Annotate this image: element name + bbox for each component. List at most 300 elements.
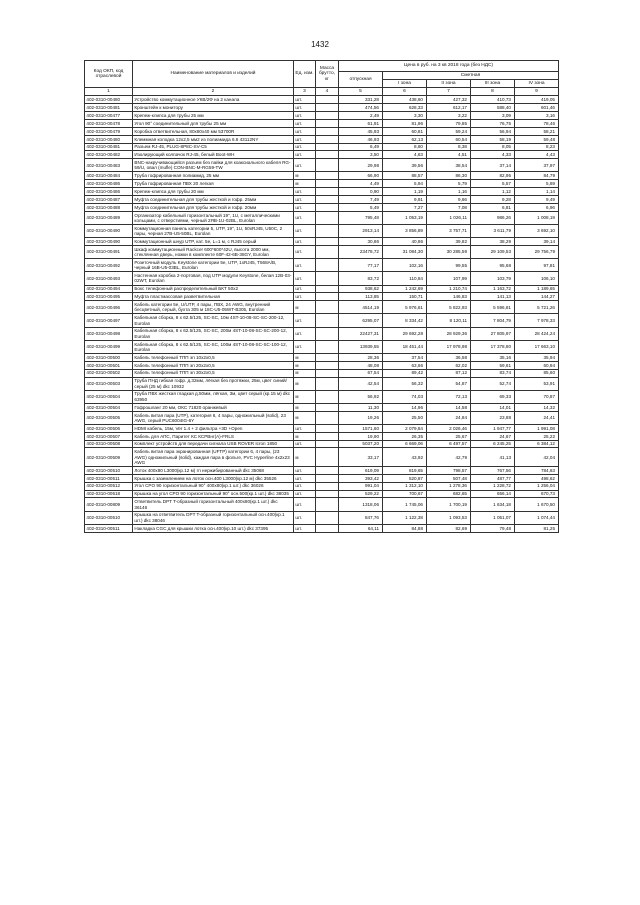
item-code: 402-0310-00490 [85,225,133,238]
price-zone-3: 14,01 [471,403,515,411]
item-name: Устройство коммутационное УКВ/2Ф на 2 канала [133,96,294,104]
item-mass [316,524,339,532]
header-estimate: Сметная [383,72,559,80]
item-name: Муфта пластмассовая разветвительная [133,293,294,301]
table-row [85,135,559,143]
item-mass [316,440,339,448]
item-mass [316,151,339,159]
price-zone-2: 1 278,36 [427,482,471,490]
price-zone-2: 54,87 [427,377,471,390]
price-zone-4: 70,87 [515,390,559,403]
price-zone-2: 682,65 [427,490,471,498]
price-zone-2: 146,83 [427,293,471,301]
price-release: 1318,06 [339,498,383,511]
price-zone-3: 9,28 [471,196,515,204]
item-mass [316,143,339,151]
item-mass [316,432,339,440]
item-code: 402-0310-00506 [85,424,133,432]
price-release: 56,92 [339,390,383,403]
table-row [85,104,559,112]
item-mass [316,369,339,377]
table-row [85,411,559,424]
price-zone-2: 1 093,53 [427,511,471,524]
item-code: 402-0310-00486 [85,180,133,188]
table-row [85,474,559,482]
table-row [85,377,559,390]
item-name: Кабельная сборка, 8 х 62.5/125, SC-SC, 10м 4ST-10-08-SC-SC-200-12, Eurolan [133,314,294,327]
header-name: Наименование материалов и изделий [133,61,294,88]
item-mass [316,424,339,432]
price-zone-3: 38,29 [471,238,515,246]
column-index: 7 [427,88,471,96]
item-name: Кабель категории 5е, U/UTP, 4 пары, ПВХ, 24 AWG, внутренний бесцветный, серый, бухта 305 м 18C-U5-05WT-B305, Eurolan [133,301,294,314]
item-name: Кабель телефонный ТПП эп 30х2х0,5 [133,369,294,377]
price-zone-3: 59,61 [471,361,515,369]
price-zone-1: 88,57 [383,172,427,180]
price-zone-1: 84,88 [383,524,427,532]
price-zone-4: 39,14 [515,238,559,246]
price-zone-3: 76,75 [471,119,515,127]
price-release: 331,28 [339,96,383,104]
price-zone-4: 42,04 [515,448,559,466]
item-mass [316,490,339,498]
table-row [85,390,559,403]
price-zone-2: 1 026,11 [427,211,471,224]
item-unit: шт. [294,127,316,135]
price-zone-3: 4,33 [471,151,515,159]
table-row [85,143,559,151]
price-release: 22427,31 [339,327,383,340]
table-row [85,440,559,448]
price-zone-1: 14,96 [383,403,427,411]
price-zone-4: 60,94 [515,361,559,369]
price-zone-3: 5,57 [471,180,515,188]
item-unit: м [294,448,316,466]
price-release: 474,56 [339,104,383,112]
table-row [85,180,559,188]
price-zone-2: 38,54 [427,159,471,172]
price-zone-3: 79,48 [471,524,515,532]
price-release: 795,48 [339,211,383,224]
price-release: 619,09 [339,466,383,474]
item-unit: шт. [294,246,316,259]
price-zone-4: 28 424,24 [515,327,559,340]
item-unit: шт. [294,203,316,211]
price-zone-4: 6,96 [515,203,559,211]
item-unit: шт. [294,259,316,272]
item-name: Крепеж-клипса для трубы 20 мм [133,188,294,196]
price-zone-2: 36,58 [427,353,471,361]
price-zone-2: 2 026,46 [427,424,471,432]
price-zone-4: 1 991,08 [515,424,559,432]
table-row [85,259,559,272]
price-zone-1: 700,67 [383,490,427,498]
table-row [85,225,559,238]
price-release: 45,93 [339,127,383,135]
item-name: Ответвитель DPT T-образный горизонтальный 400х80(кр.1 шт.) dkc 36146 [133,498,294,511]
item-code: 402-0310-00498 [85,327,133,340]
table-row [85,188,559,196]
price-zone-3: 487,77 [471,474,515,482]
price-release: 393,42 [339,474,383,482]
header-price-group: Цена в руб. на 3 кв 2018 года (без НДС) [339,61,559,72]
item-mass [316,211,339,224]
price-zone-2: 79,85 [427,119,471,127]
price-zone-1: 1 053,19 [383,211,427,224]
price-release: 113,85 [339,293,383,301]
item-mass [316,127,339,135]
price-release: 3,50 [339,151,383,159]
item-name: Кронштейн к монитору [133,104,294,112]
price-zone-4: 29 756,79 [515,246,559,259]
price-zone-1: 56,32 [383,377,427,390]
price-zone-4: 58,21 [515,127,559,135]
item-unit: м [294,353,316,361]
table-row [85,314,559,327]
price-zone-3: 35,16 [471,353,515,361]
item-mass [316,172,339,180]
price-release: 5,49 [339,203,383,211]
price-zone-3: 3 611,79 [471,225,515,238]
price-zone-3: 1 051,07 [471,511,515,524]
column-index: 5 [339,88,383,96]
price-zone-2: 86,30 [427,172,471,180]
price-release: 29,98 [339,159,383,172]
item-mass [316,104,339,112]
price-zone-1: 74,03 [383,390,427,403]
item-mass [316,403,339,411]
price-zone-4: 9,49 [515,196,559,204]
item-code: 402-0310-00493 [85,272,133,285]
price-zone-2: 28 929,36 [427,327,471,340]
item-name: Организатор кабельный горизонтальный 19", 1U, с металлическими кольцами, с отверстиями, черный 2ЯВ-1U-02BL, Eurolan [133,211,294,224]
table-row [85,353,559,361]
item-mass [316,327,339,340]
price-zone-4: 419,05 [515,96,559,104]
price-zone-2: 3 757,71 [427,225,471,238]
price-zone-1: 150,71 [383,293,427,301]
item-mass [316,448,339,466]
price-zone-4: 25,22 [515,432,559,440]
item-mass [316,466,339,474]
item-unit: шт. [294,490,316,498]
header-code: Код ОКП, код отраслевой [85,61,133,88]
item-mass [316,159,339,172]
price-zone-1: 25,50 [383,411,427,424]
item-code: 402-0310-00509 [85,448,133,466]
item-code: 402-0310-00490 [85,238,133,246]
item-unit: шт. [294,151,316,159]
price-zone-1: 102,16 [383,259,427,272]
item-name: Коммутационная панель категории 5, UTP, 19", 1U, 50xRJ45, U50C, 2 пары, черная 27B-U5-50BL, Eurolan [133,225,294,238]
price-zone-4: 1,14 [515,188,559,196]
price-zone-1: 3,30 [383,112,427,120]
price-zone-1: 110,84 [383,272,427,285]
price-release: 4514,19 [339,301,383,314]
price-zone-1: 39,56 [383,159,427,172]
price-release: 64,11 [339,524,383,532]
price-zone-1: 81,96 [383,119,427,127]
price-zone-1: 520,87 [383,474,427,482]
price-zone-4: 97,81 [515,259,559,272]
column-index: 8 [471,88,515,96]
item-name: Разъем RJ-45, PLUG-8P8C-SV-C5 [133,143,294,151]
price-zone-4: 35,94 [515,353,559,361]
price-zone-4: 59,48 [515,135,559,143]
price-zone-4: 7 978,33 [515,314,559,327]
price-zone-3: 767,56 [471,466,515,474]
price-zone-2: 17 978,98 [427,340,471,353]
item-unit: шт. [294,272,316,285]
item-unit: шт. [294,159,316,172]
price-zone-4: 670,73 [515,490,559,498]
table-row [85,196,559,204]
item-code: 402-0310-00495 [85,293,133,301]
header-release: отпускная [339,72,383,88]
price-zone-1: 8,60 [383,143,427,151]
price-zone-1: 8 334,42 [383,314,427,327]
price-release: 7,49 [339,196,383,204]
price-zone-4: 601,46 [515,104,559,112]
item-unit: шт. [294,424,316,432]
price-zone-2: 1 700,19 [427,498,471,511]
price-release: 19,26 [339,411,383,424]
item-unit: шт. [294,498,316,511]
item-code: 402-0310-00482 [85,151,133,159]
table-row [85,238,559,246]
price-zone-1: 60,81 [383,127,427,135]
item-mass [316,272,339,285]
item-code: 402-0310-00496 [85,301,133,314]
price-zone-4: 1 008,19 [515,211,559,224]
price-release: 938,62 [339,285,383,293]
table-row [85,340,559,353]
price-release: 67,54 [339,369,383,377]
column-index: 9 [515,88,559,96]
table-row [85,432,559,440]
price-zone-3: 588,40 [471,104,515,112]
item-name: Кабель для АПС, Паритет КС КСРВнг(А)-FRLS [133,432,294,440]
price-zone-3: 6 245,25 [471,440,515,448]
price-zone-4: 8,23 [515,143,559,151]
item-name: Крышка на угол CPO 90 горизонтальный 90° осн.500(кр.1 шт.) dkc 38035 [133,490,294,498]
price-zone-3: 1,12 [471,188,515,196]
price-release: 46,93 [339,135,383,143]
item-name: Настенная коробка 2-портовая, под UTP модули Keystone, белая 12B-03-02WT, Eurolan [133,272,294,285]
price-zone-3: 83,74 [471,369,515,377]
item-name: Угол CPO 90 горизонтальный 90° 400х80(кр.1 шт.) dkc 36026 [133,482,294,490]
item-unit: шт. [294,104,316,112]
item-unit: шт. [294,143,316,151]
table-row [85,203,559,211]
price-zone-2: 25,67 [427,432,471,440]
price-zone-3: 52,74 [471,377,515,390]
item-unit: шт. [294,135,316,143]
item-code: 402-0310-00501 [85,361,133,369]
price-zone-4: 3,16 [515,112,559,120]
item-unit: м [294,411,316,424]
price-zone-1: 628,33 [383,104,427,112]
item-code: 402-0310-00489 [85,211,133,224]
price-release: 991,04 [339,482,383,490]
item-name: Розеточный модуль Keystone категории 5е, UTP, 1xRJ45, T568A/B, черный 16B-U5-03BL, Eurolan [133,259,294,272]
price-zone-2: 6 497,57 [427,440,471,448]
table-row [85,327,559,340]
price-zone-3: 24,67 [471,432,515,440]
table-row [85,119,559,127]
price-zone-4: 84,79 [515,172,559,180]
item-code: 402-0310-00510 [85,511,133,524]
item-code: 402-0310-00500 [85,353,133,361]
table-row [85,490,559,498]
item-mass [316,203,339,211]
item-mass [316,474,339,482]
price-release: 48,08 [339,361,383,369]
price-zone-1: 63,66 [383,361,427,369]
column-index-row [85,88,559,96]
price-zone-4: 1 256,04 [515,482,559,490]
price-release: 28,36 [339,353,383,361]
header-mass: Масса брутто, кг [316,61,339,88]
item-mass [316,361,339,369]
item-code: 402-0310-00511 [85,474,133,482]
item-name: Клеммная колодка 12х2,5 мм2 из полиамида 6.6 43112NY [133,135,294,143]
price-zone-1: 5 976,61 [383,301,427,314]
price-zone-1: 438,60 [383,96,427,104]
item-mass [316,293,339,301]
column-index: 2 [133,88,294,96]
item-mass [316,285,339,293]
item-code: 402-0310-00503 [85,377,133,390]
price-zone-4: 3 692,10 [515,225,559,238]
item-name: Муфта соединительная для трубы жесткой и гофр. 20мм [133,203,294,211]
price-release: 6295,07 [339,314,383,327]
item-mass [316,238,339,246]
price-zone-2: 9,66 [427,196,471,204]
price-zone-2: 24,84 [427,411,471,424]
price-zone-1: 819,65 [383,466,427,474]
header-zone-4: IV зона [515,80,559,88]
price-zone-2: 87,12 [427,369,471,377]
item-mass [316,353,339,361]
item-name: Крышка с заземлением на лоток осн.400 L3000(кр.12 м) dkc 35526 [133,474,294,482]
price-release: 2913,14 [339,225,383,238]
table-row [85,272,559,285]
item-unit: шт. [294,440,316,448]
item-mass [316,498,339,511]
item-name: Кабель витая пара экранированная (UFTP) категории 6, 4 пары, (23 AWG) одножильный (solid), каждая пара в фольге, PVC Hyperline 4x2x23 AWG [133,448,294,466]
price-zone-3: 56,94 [471,127,515,135]
price-release: 66,90 [339,172,383,180]
price-zone-3: 1 634,18 [471,498,515,511]
item-code: 402-0310-00484 [85,172,133,180]
price-zone-4: 81,25 [515,524,559,532]
price-zone-4: 6 384,12 [515,440,559,448]
item-name: Муфта соединительная для трубы жесткой и гофр. 25мм [133,196,294,204]
price-zone-3: 27 805,97 [471,327,515,340]
item-code: 402-0310-00809 [85,498,133,511]
price-zone-2: 4,51 [427,151,471,159]
price-release: 1571,60 [339,424,383,432]
price-zone-1: 4,63 [383,151,427,159]
table-row [85,524,559,532]
item-code: 402-0310-00510 [85,466,133,474]
item-unit: шт. [294,327,316,340]
item-unit: шт. [294,188,316,196]
price-zone-2: 42,79 [427,448,471,466]
item-name: Кабель витая пара (UTP), категория 6, 4 пары, одножильный (solid), 23 AWG, серый PUC6004IG-6Y [133,411,294,424]
price-zone-3: 103,79 [471,272,515,285]
price-zone-4: 17 663,10 [515,340,559,353]
price-zone-2: 72,13 [427,390,471,403]
price-zone-3: 141,13 [471,293,515,301]
price-zone-3: 1 228,72 [471,482,515,490]
item-name: Кабель телефонный ТПП эп 20х2х0,5 [133,361,294,369]
item-code: 402-0310-00512 [85,482,133,490]
price-zone-1: 29 692,28 [383,327,427,340]
item-unit: шт. [294,238,316,246]
header-zone-1: I зона [383,80,427,88]
price-release: 5037,20 [339,440,383,448]
item-name: Лоток 400х80 L3000(кр.12 м) гп нержибированный dkc 35068 [133,466,294,474]
item-name: BNC-накручивающийся разъем без пайки для коаксиального кабеля RG-59/U, овал (mufle) CON-BNC-M-RG59-TW [133,159,294,172]
price-zone-1: 1 122,38 [383,511,427,524]
price-zone-3: 23,88 [471,411,515,424]
item-mass [316,96,339,104]
price-release: 847,76 [339,511,383,524]
item-code: 402-0310-00492 [85,259,133,272]
item-mass [316,188,339,196]
table-row [85,211,559,224]
price-zone-1: 18 451,44 [383,340,427,353]
table-row [85,466,559,474]
header-unit: Ед. изм. [294,61,316,88]
price-zone-3: 6,81 [471,203,515,211]
table-row [85,172,559,180]
price-zone-1: 43,92 [383,448,427,466]
price-zone-1: 37,54 [383,353,427,361]
item-code: 402-0310-00478 [85,119,133,127]
item-unit: шт. [294,474,316,482]
price-zone-1: 2 079,84 [383,424,427,432]
table-row [85,369,559,377]
item-code: 402-0310-00505 [85,411,133,424]
price-release: 23478,72 [339,246,383,259]
price-zone-2: 7,08 [427,203,471,211]
price-zone-2: 14,58 [427,403,471,411]
price-zone-2: 82,69 [427,524,471,532]
price-zone-3: 656,14 [471,490,515,498]
price-zone-4: 4,43 [515,151,559,159]
item-code: 402-0310-00508 [85,440,133,448]
item-unit: шт. [294,293,316,301]
price-release: 4,49 [339,180,383,188]
price-zone-3: 58,19 [471,135,515,143]
item-unit: шт. [294,285,316,293]
table-row [85,159,559,172]
item-name: Комплект устройств для передачи сигнала USB ROVER Icron 1850 [133,440,294,448]
item-unit: м [294,377,316,390]
table-row [85,361,559,369]
table-row [85,246,559,259]
item-name: Бокс телефонный распределительный БКТ 50х2 [133,285,294,293]
item-mass [316,259,339,272]
price-release: 0,90 [339,188,383,196]
price-release: 6,49 [339,143,383,151]
item-code: 402-0310-00487 [85,196,133,204]
price-zone-1: 7,27 [383,203,427,211]
item-mass [316,196,339,204]
